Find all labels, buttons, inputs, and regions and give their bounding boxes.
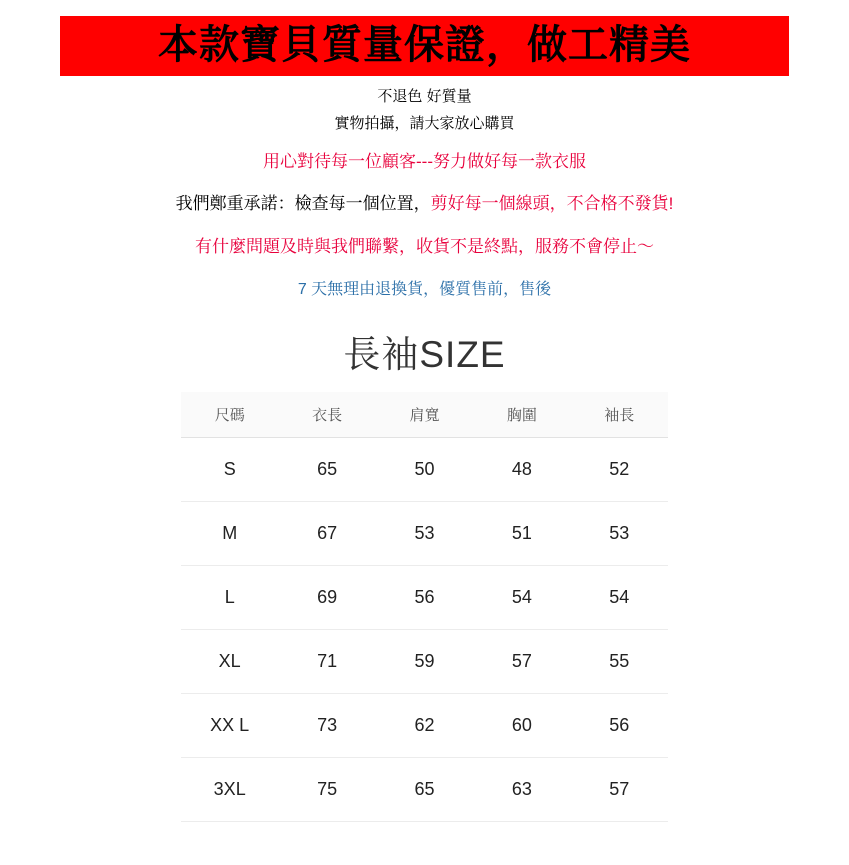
- cell-bust: 60: [473, 693, 570, 757]
- cell-shoulder: 50: [376, 437, 473, 501]
- promo-line-5: 有什麼問題及時與我們聯繫，收貨不是終點，服務不會停止～: [195, 237, 654, 256]
- column-header-sleeve: 袖長: [571, 392, 668, 438]
- table-row: [181, 565, 668, 629]
- cell-length: 65: [278, 437, 375, 501]
- promo-line-2: 實物拍攝，請大家放心購買: [334, 114, 515, 132]
- cell-size: M: [181, 501, 278, 565]
- cell-length: 71: [278, 629, 375, 693]
- cell-sleeve: 57: [571, 757, 668, 821]
- table-row: [181, 501, 668, 565]
- promo-line-4-first: 我們鄭重承諾：檢查每一個位置，: [175, 193, 431, 213]
- cell-bust: 51: [473, 501, 570, 565]
- cell-size: XX L: [181, 693, 278, 757]
- cell-size: L: [181, 565, 278, 629]
- promo-line-3: 用心對待每一位顧客---努力做好每一款衣服: [263, 152, 586, 171]
- cell-shoulder: 53: [376, 501, 473, 565]
- table-header-row: [181, 392, 668, 438]
- cell-size: S: [181, 437, 278, 501]
- promo-line-4: [0, 191, 849, 217]
- size-chart-head: [181, 392, 668, 438]
- cell-shoulder: 65: [376, 757, 473, 821]
- size-chart-wrapper: [181, 392, 668, 822]
- promo-text-block: [0, 86, 849, 302]
- cell-sleeve: 54: [571, 565, 668, 629]
- cell-bust: 48: [473, 437, 570, 501]
- promo-line-1: 不退色 好質量: [377, 88, 472, 105]
- cell-sleeve: 52: [571, 437, 668, 501]
- column-header-bust: 胸圍: [473, 392, 570, 438]
- cell-shoulder: 56: [376, 565, 473, 629]
- cell-length: 69: [278, 565, 375, 629]
- size-chart-body: [181, 437, 668, 821]
- cell-sleeve: 55: [571, 629, 668, 693]
- cell-size: XL: [181, 629, 278, 693]
- product-description-page: [0, 16, 849, 865]
- table-row: [181, 693, 668, 757]
- cell-length: 67: [278, 501, 375, 565]
- table-row: [181, 629, 668, 693]
- cell-sleeve: 53: [571, 501, 668, 565]
- cell-length: 75: [278, 757, 375, 821]
- column-header-size: 尺碼: [181, 392, 278, 438]
- cell-length: 73: [278, 693, 375, 757]
- cell-shoulder: 62: [376, 693, 473, 757]
- column-header-shoulder: 肩寬: [376, 392, 473, 438]
- column-header-length: 衣長: [278, 392, 375, 438]
- size-chart-title: 長袖SIZE: [343, 333, 506, 375]
- cell-bust: 63: [473, 757, 570, 821]
- promo-line-4-second: 剪好每一個線頭，不合格不發貨!: [430, 193, 674, 213]
- table-row: [181, 437, 668, 501]
- promo-line-6: 7 天無理由退換貨，優質售前，售後: [297, 280, 552, 298]
- table-row: [181, 757, 668, 821]
- cell-shoulder: 59: [376, 629, 473, 693]
- cell-bust: 57: [473, 629, 570, 693]
- size-chart-table: [181, 392, 668, 822]
- promo-banner: 本款寶貝質量保證，做工精美: [60, 16, 789, 76]
- cell-sleeve: 56: [571, 693, 668, 757]
- cell-bust: 54: [473, 565, 570, 629]
- cell-size: 3XL: [181, 757, 278, 821]
